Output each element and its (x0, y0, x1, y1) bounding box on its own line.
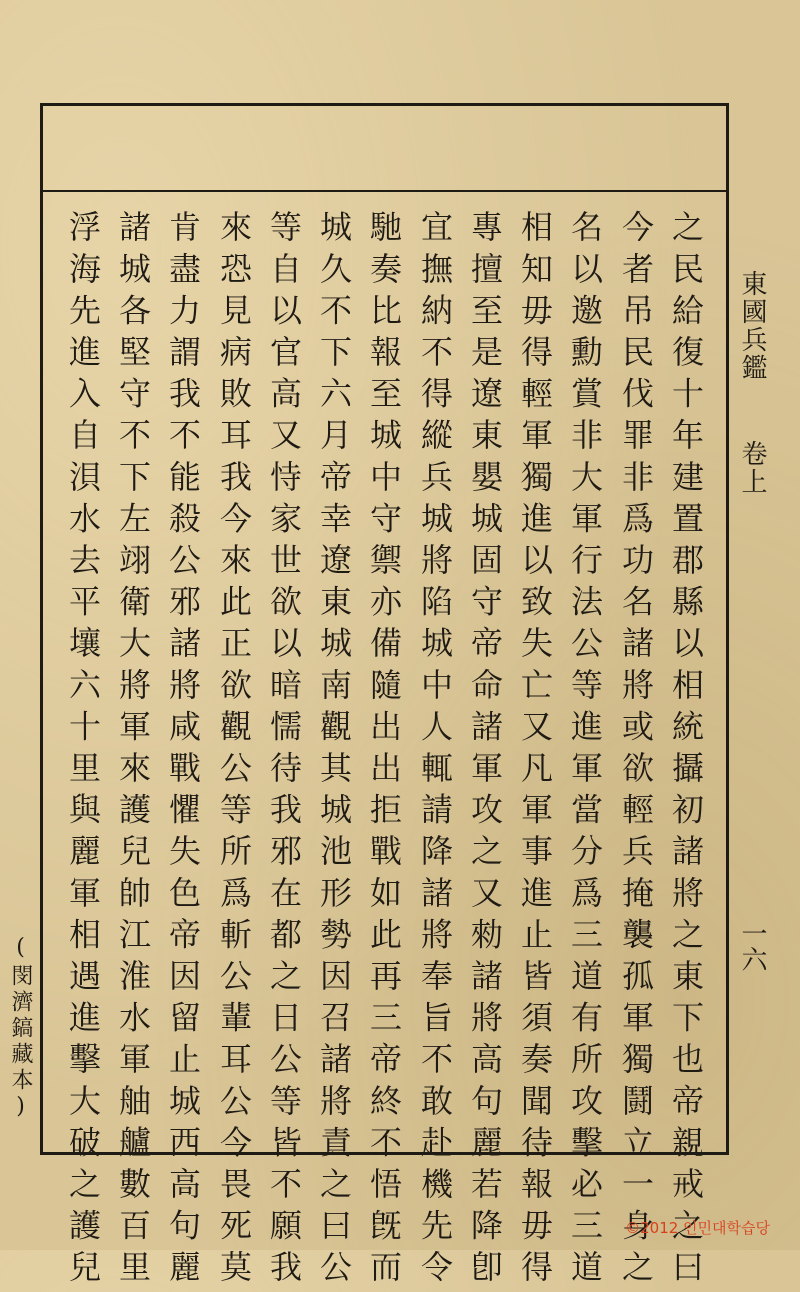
copyright-watermark: ©2012 인민대학습당 (625, 1219, 770, 1237)
text-column-7: 馳奏比報至城中守禦亦備隨出出拒戰如此再三帝終不悟旣而 (365, 210, 403, 1292)
text-column-4: 相知毋得輕軍獨進以致失亡又凡軍事進止皆須奏聞待報毋得 (516, 210, 554, 1292)
text-column-6: 宜撫納不得縱兵城將陷城中人輒請降諸將奉旨不敢赴機先令 (416, 210, 454, 1292)
text-column-9: 等自以官高又恃家世欲以暗懦待我邪在都之日公等皆不願我 (265, 210, 303, 1292)
book-title: 東國兵鑑 (737, 270, 767, 382)
header-rule (40, 190, 729, 192)
source-collection-note: (閔濟鎬藏本) (8, 935, 33, 1123)
text-column-5: 專擅至是遼東嬰城固守帝命諸軍攻之又勑諸將高句麗若降卽 (466, 210, 504, 1292)
volume-label: 卷上 (737, 440, 767, 496)
text-column-8: 城久不下六月帝幸遼東城南觀其城池形勢因召諸將責之曰公 (315, 210, 353, 1292)
text-column-11: 肯盡力謂我不能殺公邪諸將咸戰懼失色帝因留止城西高句麗 (164, 210, 202, 1292)
text-column-1: 之民給復十年建置郡縣以相統攝初諸將之東下也帝親戒之曰 (667, 210, 705, 1292)
page-number: 一六 (737, 920, 767, 972)
text-column-13: 浮海先進入自浿水去平壤六十里與麗軍相遇進擊大破之護兒 (64, 210, 102, 1292)
text-column-3: 名以邀勳賞非大軍行法公等進軍當分爲三道有所攻擊必三道 (566, 210, 604, 1292)
text-column-12: 諸城各堅守不下左翊衛大將軍來護兒帥江淮水軍舳艫數百里 (114, 210, 152, 1292)
text-column-2: 今者吊民伐罪非爲功名諸將或欲輕兵掩襲孤軍獨鬪立一身之 (617, 210, 655, 1292)
text-column-10: 來恐見病敗耳我今來此正欲觀公等所爲斬公輩耳公今畏死莫 (215, 210, 253, 1292)
